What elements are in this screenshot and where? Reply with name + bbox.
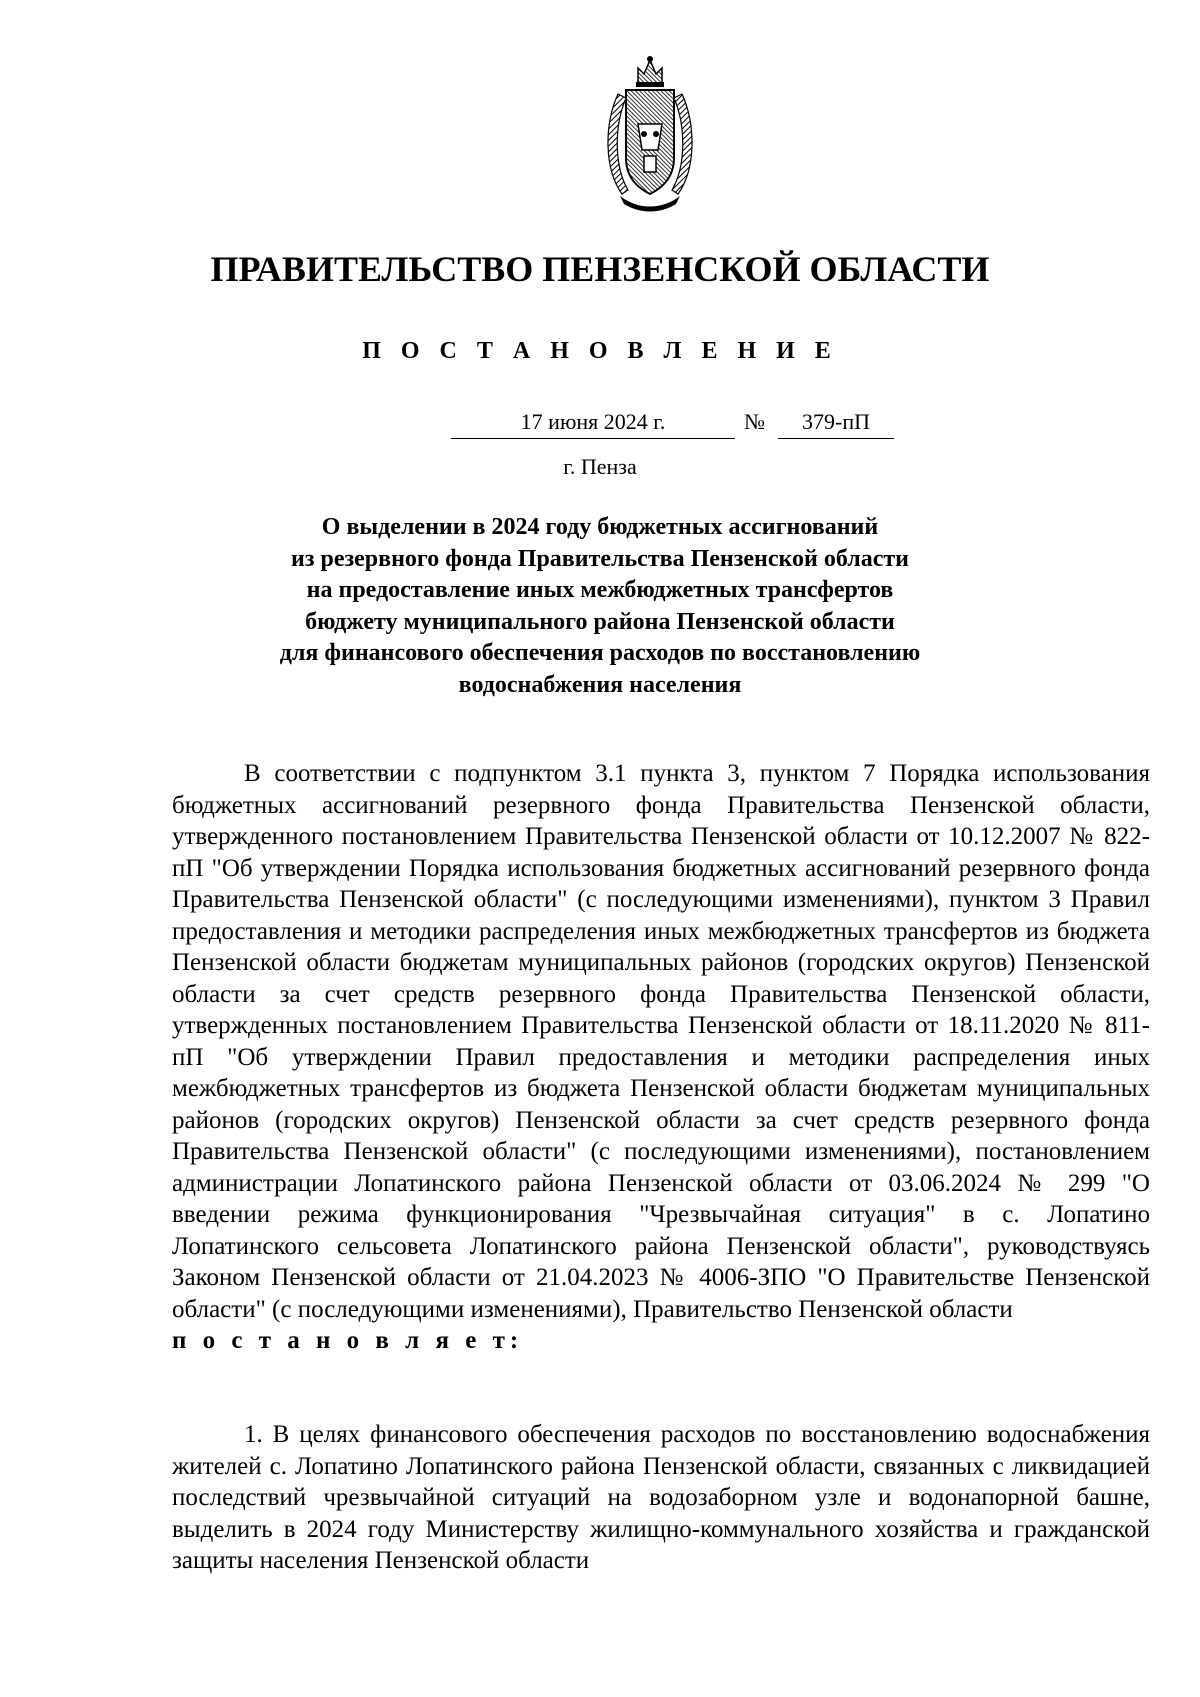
document-date: 17 июня 2024 г. <box>451 408 735 439</box>
subject-line: для финансового обеспечения расходов по восстановлению <box>279 640 921 666</box>
document-city: г. Пенза <box>563 454 637 479</box>
document-subject <box>0 512 1200 701</box>
subject-line: бюджету муниципального района Пензенской области <box>305 608 895 635</box>
subject-line: из резервного фонда Правительства Пензенской области <box>291 545 909 572</box>
preamble-paragraph <box>172 758 1150 1357</box>
resolves-word: п о с т а н о в л я е т: <box>172 1327 524 1354</box>
document-type: П О С Т А Н О В Л Е Н И Е <box>362 338 838 364</box>
subject-line: на предоставление иных межбюджетных трансфертов <box>306 577 894 603</box>
document-number: 379-пП <box>778 408 894 439</box>
subject-line: водоснабжения населения <box>458 671 742 698</box>
government-title: ПРАВИТЕЛЬСТВО ПЕНЗЕНСКОЙ ОБЛАСТИ <box>210 249 990 289</box>
subject-line: О выделении в 2024 году бюджетных ассигнований <box>321 514 879 540</box>
number-sign: № <box>744 409 765 434</box>
clause-1-paragraph <box>172 1419 1150 1577</box>
penza-coat-of-arms-icon <box>598 54 702 216</box>
preamble-text: В соответствии с подпунктом 3.1 пункта 3, пунктом 7 Порядка использования бюджетных ассигнований резервного фонда Правительства Пензенской области, утвержденного постановлением Правительства Пензенской области от 10.12.2007 № 822-пП "Об утверждении Порядка использования бюджетных ассигнований резервного фонда Правительства Пензенской области" (с последующими изменениями), пунктом 3 Правил предоставления и методики распределения иных межбюджетных трансфертов из бюджета Пензенской области бюджетам муниципальных районов (городских округов) Пензенской области за счет средств резервного фонда Правительства Пензенской области, утвержденных постановлением Правительства Пензенской области от 18.11.2020 № 811-пП "Об утверждении Правил предоставления и методики распределения иных межбюджетных трансфертов из бюджета Пензенской области бюджетам муниципальных районов (городских округов) Пензенской области за счет средств резервного фонда Правительства Пензенской области" (с последующими изменениями), постановлением администрации Лопатинского района Пензенской области от 03.06.2024 № 299 "О введении режима функционирования "Чрезвычайная ситуация" в с. Лопатино Лопатинского сельсовета Лопатинского района Пензенской области", руководствуясь Законом Пензенской области от 21.04.2023 № 4006-ЗПО "О Правительстве Пензенской области" (с последующими изменениями), Правительство Пензенской области <box>172 760 1150 1323</box>
clause-1-text: 1. В целях финансового обеспечения расходов по восстановлению водоснабжения жителей с. Лопатино Лопатинского района Пензенской области, связанных с ликвидацией последствий чрезвычайной ситуаций на водозаборном узле и водонапорной башне, выделить в 2024 году Министерству жилищно-коммунального хозяйства и гражданской защиты населения Пензенской области <box>172 1421 1150 1574</box>
